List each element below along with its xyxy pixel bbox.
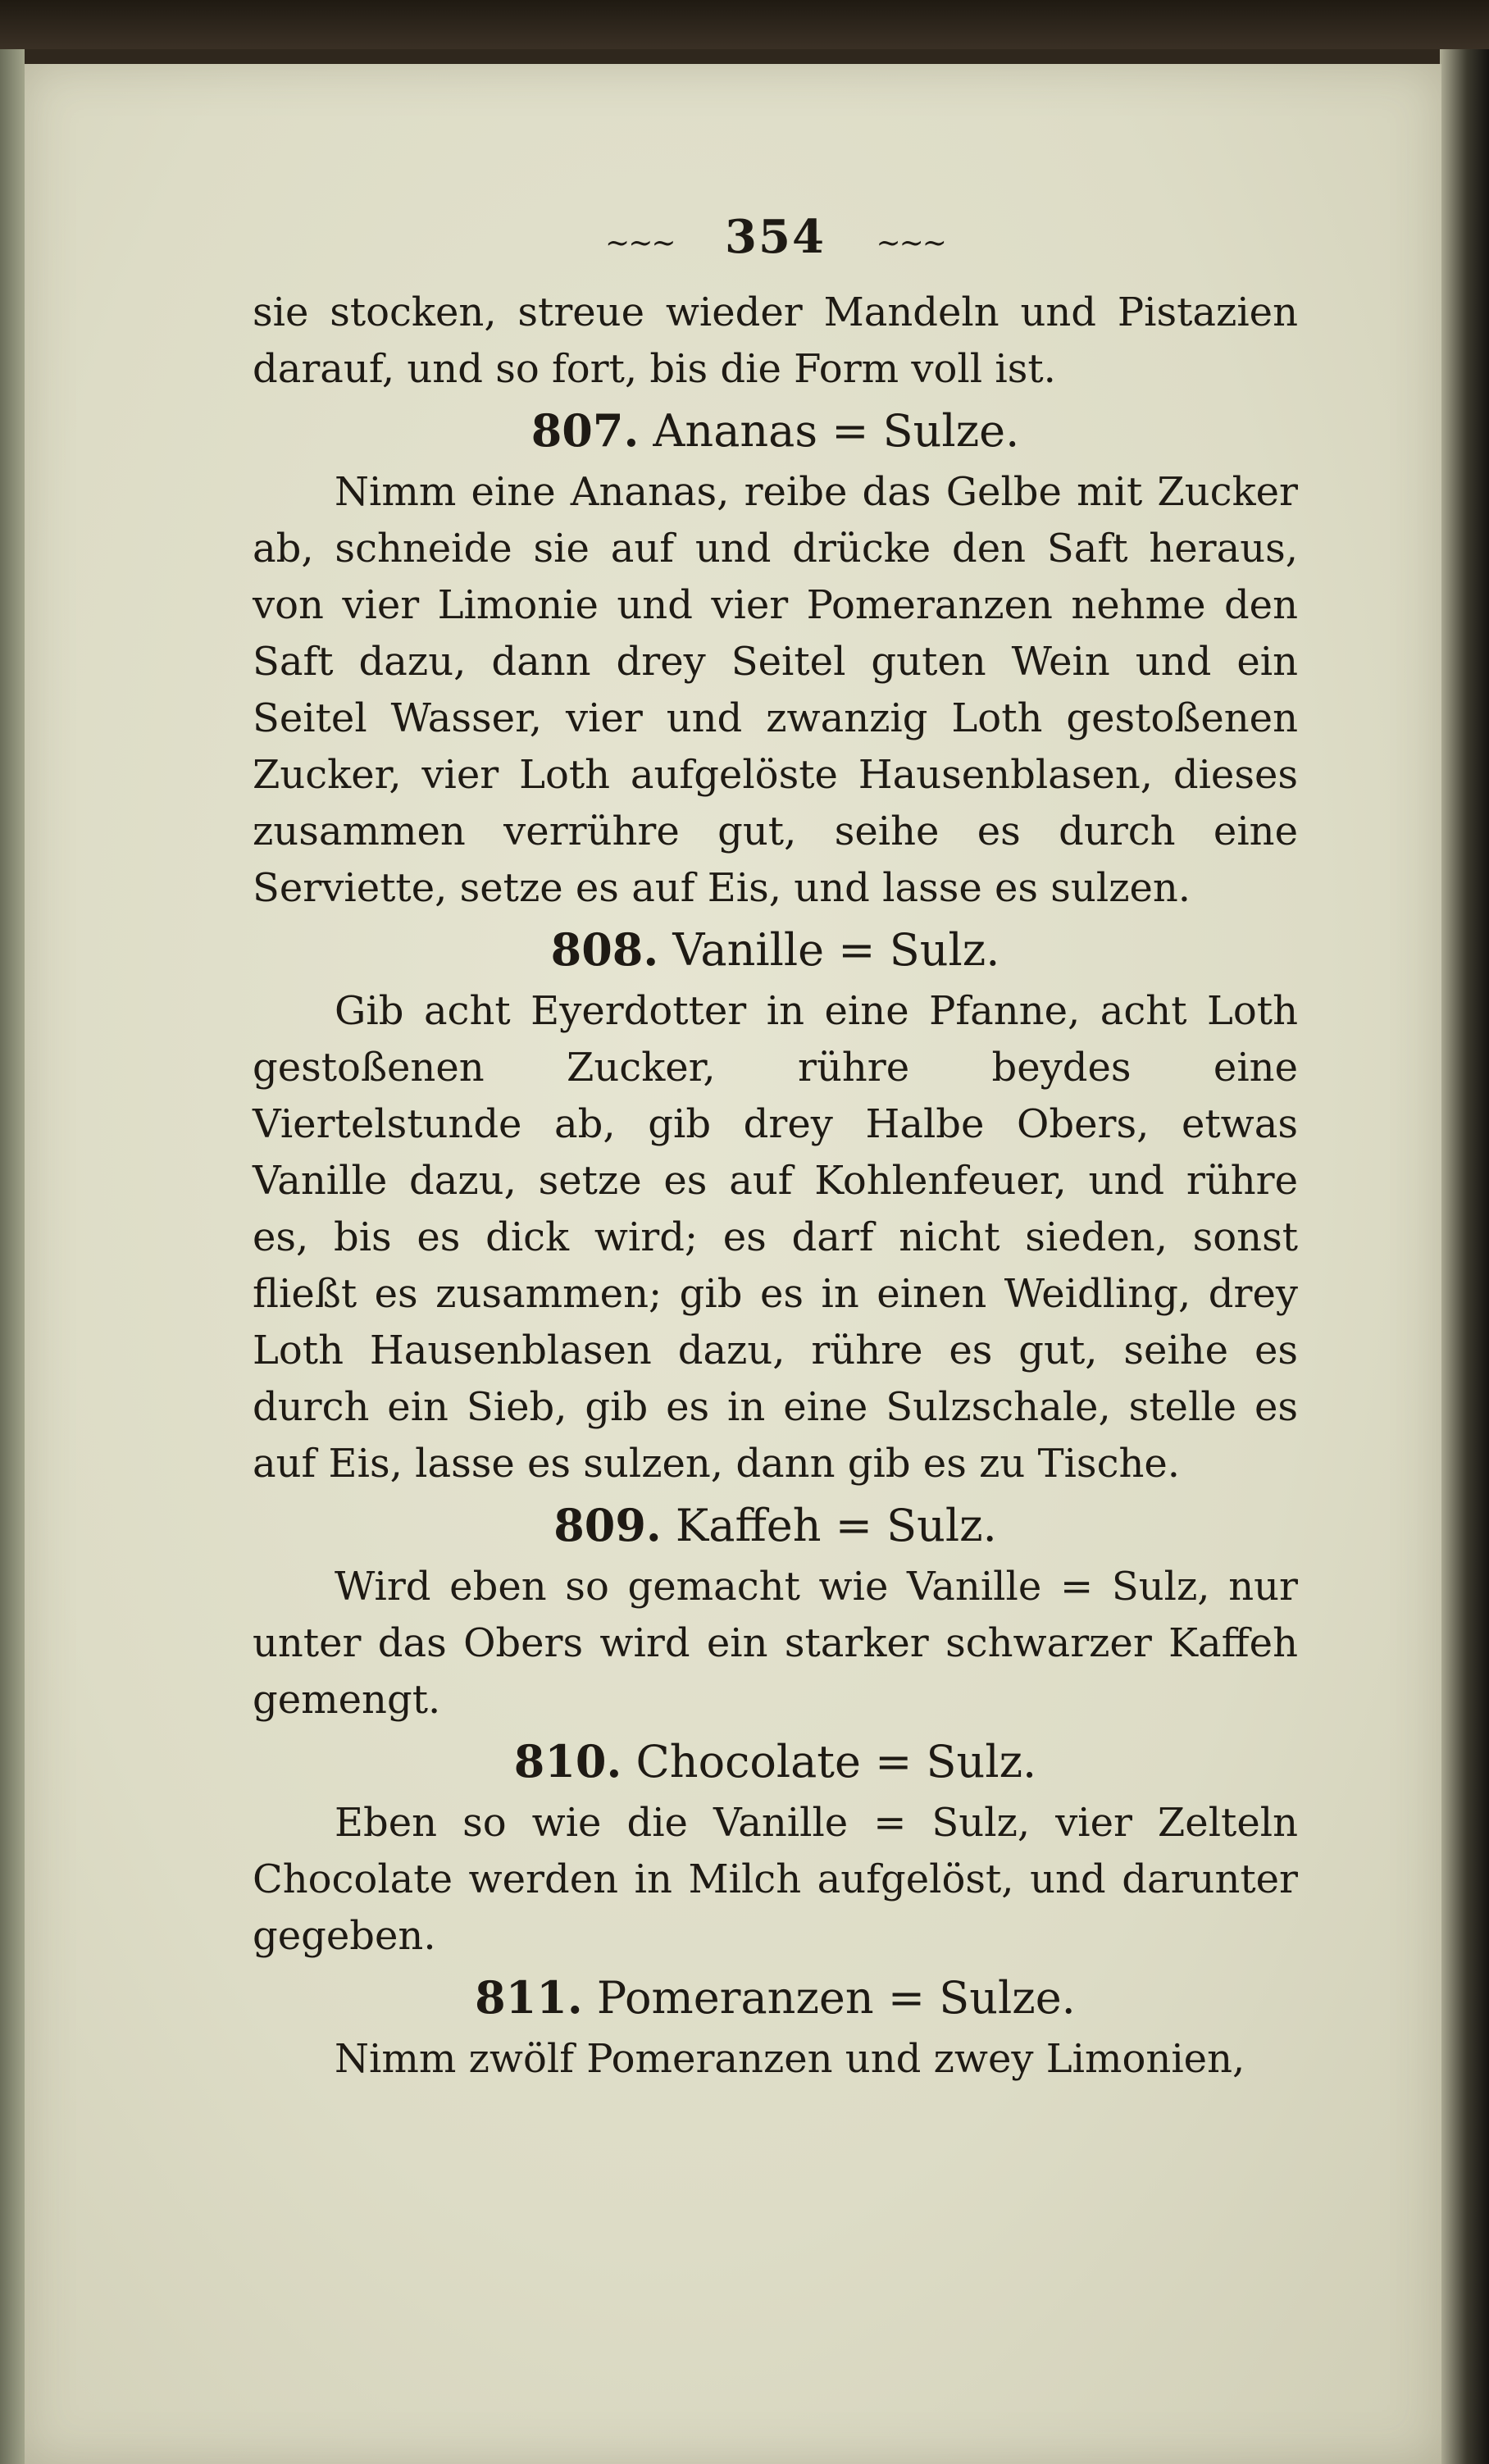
page-text bbox=[253, 209, 1298, 2088]
recipe-text-810: Eben so wie die Vanille = Sulz, vier Zelteln Chocolate werden in Milch aufgelöst, und darunter gegeben. bbox=[253, 1800, 1298, 1959]
recipe-title-809 bbox=[253, 1497, 1298, 1554]
recipe-name: Vanille = Sulz. bbox=[672, 924, 1000, 976]
recipe-title-810 bbox=[253, 1733, 1298, 1790]
recipe-name: Chocolate = Sulz. bbox=[635, 1736, 1037, 1788]
recipe-title-811 bbox=[253, 1970, 1298, 2026]
book-cover-edge bbox=[0, 0, 1489, 49]
recipe-title-807 bbox=[253, 403, 1298, 459]
page-fore-edge bbox=[1440, 49, 1489, 2464]
header-ornament-left: ~~~ bbox=[605, 226, 675, 260]
continuation-paragraph: sie stocken, streue wieder Mandeln und Pistazien darauf, und so fort, bis die Form voll ist. bbox=[253, 289, 1298, 392]
recipe-text-807: Nimm eine Ananas, reibe das Gelbe mit Zucker ab, schneide sie auf und drücke den Saft heraus, von vier Limonie und vier Pomeranzen nehme den Saft dazu, dann drey Seitel guten Wein und ein Seitel Wasser, vier und zwanzig Loth gestoßenen Zucker, vier Loth aufgelöste Hausenblasen, dieses zusammen verrühre gut, seihe es durch eine Serviette, setze es auf Eis, und lasse es sulzen. bbox=[253, 469, 1298, 911]
recipe-name: Kaffeh = Sulz. bbox=[675, 1500, 997, 1551]
recipe-name: Ananas = Sulze. bbox=[653, 405, 1020, 457]
recipe-number: 810. bbox=[513, 1735, 622, 1788]
recipe-number: 811. bbox=[475, 1971, 583, 2024]
recipe-title-808 bbox=[253, 922, 1298, 978]
header-ornament-right: ~~~ bbox=[876, 226, 945, 260]
recipe-number: 807. bbox=[530, 404, 640, 457]
recipe-text-808: Gib acht Eyerdotter in eine Pfanne, acht Loth gestoßenen Zucker, rühre beydes eine Viertelstunde ab, gib drey Halbe Obers, etwas Vanille dazu, setze es auf Kohlenfeuer, und rühre es, bis es dick wird; es darf nicht sieden, sonst fließt es zusammen; gib es in einen Weidling, drey Loth Hausenblasen dazu, rühre es gut, seihe es durch ein Sieb, gib es in eine Sulzschale, stelle es auf Eis, lasse es sulzen, dann gib es zu Tische. bbox=[253, 988, 1298, 1487]
recipe-name: Pomeranzen = Sulze. bbox=[596, 1972, 1076, 2024]
page-number: 354 bbox=[725, 210, 826, 264]
recipe-number: 808. bbox=[550, 923, 659, 976]
recipe-text-809: Wird eben so gemacht wie Vanille = Sulz, nur unter das Obers wird ein starker schwarzer Kaffeh gemengt. bbox=[253, 1564, 1298, 1723]
page-gutter bbox=[0, 49, 25, 2464]
page-header bbox=[253, 209, 1298, 271]
recipe-number: 809. bbox=[553, 1499, 662, 1551]
recipe-text-811: Nimm zwölf Pomeranzen und zwey Limonien, bbox=[335, 2036, 1245, 2082]
